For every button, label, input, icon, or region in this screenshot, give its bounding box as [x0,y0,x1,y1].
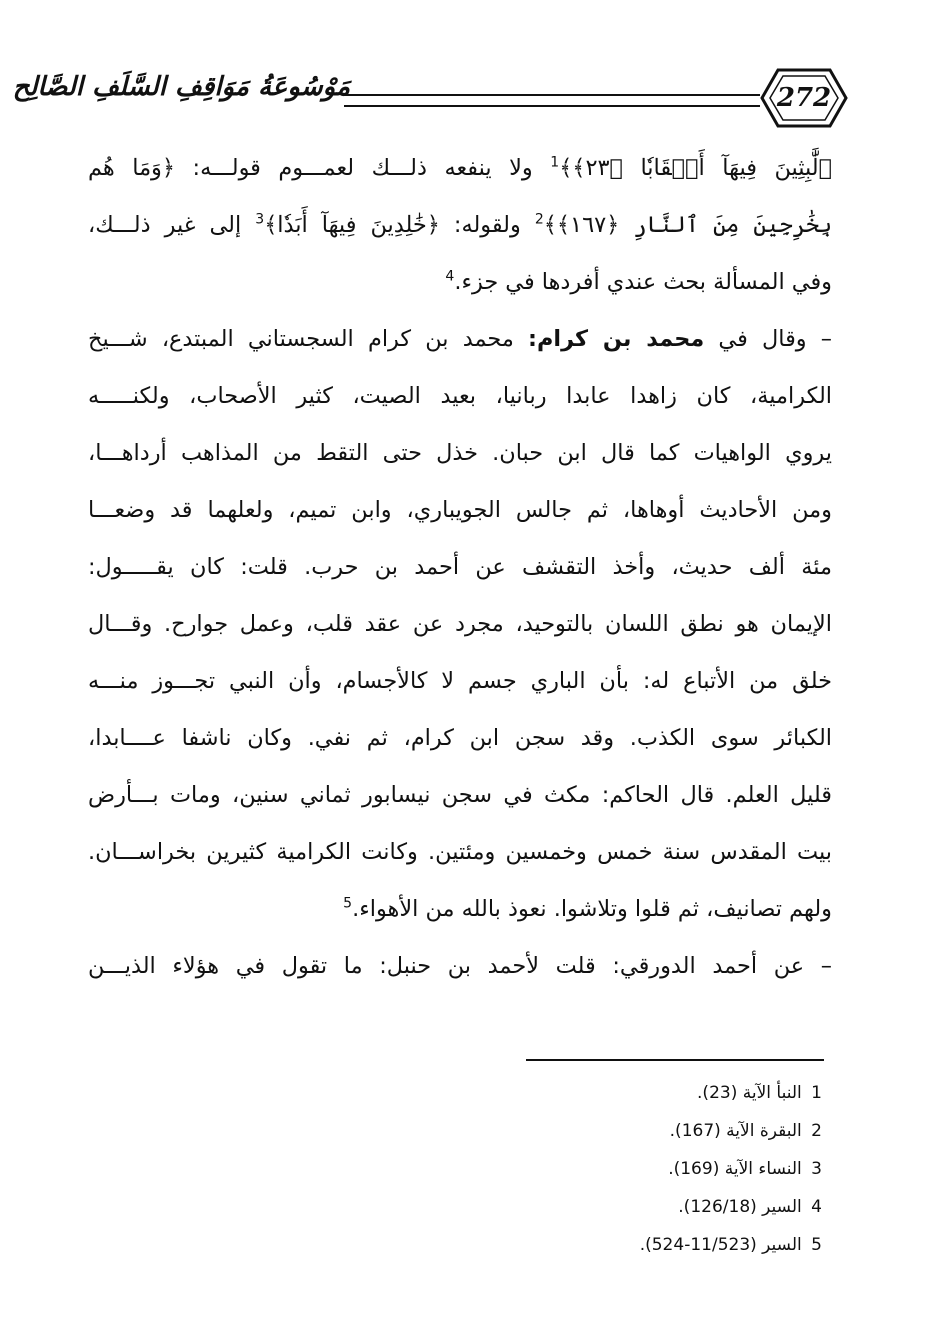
text-line [88,539,832,596]
text-run: الكرامية، كان زاهدا عابدا ربانيا، بعيد الصيت، كثير الأصحاب، ولكنـــــه [88,383,832,409]
footnote-item [400,1188,822,1226]
text-run: قليل العلم. قال الحاكم: مكث في سجن نيسابور ثماني سنين، ومات بـــأرض [88,782,832,808]
quran-quote: بِخَٰرِجِينَ مِنَ ٱلنَّارِ ﴿١٦٧﴾﴾ [543,212,832,238]
text-line [88,197,832,254]
text-run: الإيمان هو نطق اللسان بالتوحيد، مجرد عن عقد قلب، وعمل جوارح. وقـــال [88,611,832,637]
text-run: وفي المسألة بحث عندي أفردها في جزء. [454,269,832,295]
text-run: الكبائر سوى الكذب. وقد سجن ابن كرام، ثم نفي. وكان ناشفا عــــابدا، [88,725,832,751]
footnote-ref: 1 [550,154,560,171]
text-line [88,596,832,653]
footnote-ref: 5 [343,895,353,912]
footnote-text: البقرة الآية (167). [669,1121,808,1141]
text-run: بيت المقدس سنة خمس وخمسين ومئتين. وكانت الكرامية كثيرين بخراســـان. [88,839,832,865]
text-line [88,311,832,368]
text-line [88,425,832,482]
text-line [88,767,832,824]
text-run: – عن أحمد الدورقي: قلت لأحمد بن حنبل: ما تقول في هؤلاء الذيـــن [88,953,832,979]
footnote-text: النساء الآية (169). [668,1159,808,1179]
text-run: ولا ينفعه ذلـــك لعمـــوم قولـــه: [175,155,551,181]
footnote-number: 3 [811,1159,822,1179]
quran-quote: ﴿وَمَا هُم [88,155,175,181]
footnote-number: 1 [811,1083,822,1103]
running-header [12,62,850,142]
text-line [88,254,832,311]
text-run: مئة ألف حديث، وأخذ التقشف عن أحمد بن حرب. قلت: كان يقـــــول: [88,554,832,580]
bold-name: محمد بن كرام: [528,326,705,352]
footnote-text: النبأ الآية (23). [697,1083,808,1103]
footnote-ref: 2 [534,211,544,228]
quran-quote: ﴿لَّٰبِثِينَ فِيهَآ أَحۡقَابٗا ﴿٢٣﴾﴾ [559,155,833,181]
quran-quote: ﴿خَٰلِدِينَ فِيهَآ أَبَدٗا﴾ [264,212,440,238]
text-run: ولهم تصانيف، ثم قلوا وتلاشوا. نعوذ بالله من الأهواء. [352,896,832,922]
footnote-separator [526,1059,824,1061]
footnote-number: 4 [811,1197,822,1217]
text-line [88,710,832,767]
text-line [88,140,832,197]
footnote-item [400,1150,822,1188]
header-rule [344,94,760,107]
page-number: 272 [776,83,832,113]
footnote-item [400,1074,822,1112]
footnote-item [400,1226,822,1264]
text-run: – وقال في [704,326,832,352]
footnote-number: 2 [811,1121,822,1141]
footnote-item [400,1112,822,1150]
text-run: ولقوله: [439,212,535,238]
text-line [88,938,832,995]
footnote-text: السير (11/523-524). [639,1235,808,1255]
text-run: إلى غير ذلـــك، [88,212,256,238]
text-line [88,368,832,425]
book-title: مَوْسُوعَةُ مَوَاقِفِ السَّلَفِ الصَّالِح [12,72,350,102]
text-run: يروي الواهيات كما قال ابن حبان. خذل حتى التقط من المذاهب أرداهـــا، [88,440,832,466]
text-line [88,482,832,539]
text-line [88,653,832,710]
footnotes [400,1074,822,1264]
footnote-number: 5 [811,1235,822,1255]
text-run: خلق من الأتباع له: بأن الباري جسم لا كالأجسام، وأن النبي تجـــوز منـــه [88,668,832,694]
page-number-badge [758,66,850,130]
text-run: محمد بن كرام السجستاني المبتدع، شـــيخ [88,326,529,352]
text-run: ومن الأحاديث أوهاها، ثم جالس الجويباري، وابن تميم، ولعلهما قد وضعـــا [88,497,832,523]
text-line [88,824,832,881]
main-text [88,140,832,995]
text-line [88,881,832,938]
footnote-ref: 3 [255,211,265,228]
footnote-ref: 4 [445,268,455,285]
footnote-text: السير (126/18). [678,1197,808,1217]
